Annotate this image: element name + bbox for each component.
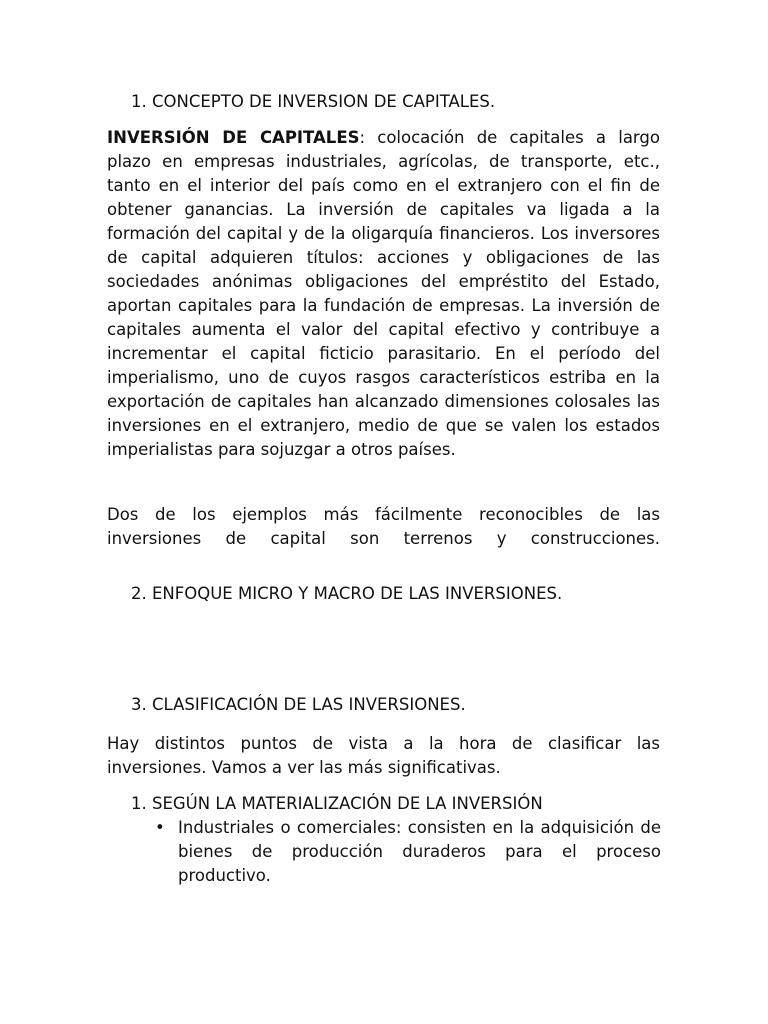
section-heading-clasificacion: 3. CLASIFICACIÓN DE LAS INVERSIONES.: [131, 695, 466, 714]
definition-paragraph: [107, 126, 660, 462]
section-heading-enfoque: 2. ENFOQUE MICRO Y MACRO DE LAS INVERSIONES.: [131, 584, 563, 603]
definition-text: : colocación de capitales a largo plazo en empresas industriales, agrícolas, de transporte, etc., tanto en el interior del país como en el extranjero con el fin de obtener ganancias. La inversión de capitales va ligada a la formación del capital y de la oligarquía financieros. Los inversores de capital adquieren títulos: acciones y obligaciones de las sociedades anónimas obligaciones del empréstito del Estado, aportan capitales para la fundación de empresas. La inversión de capitales aumenta el valor del capital efectivo y contribuye a incrementar el capital ficticio parasitario. En el período del imperialismo, uno de cuyos rasgos característicos estriba en la exportación de capitales han alcanzado dimensiones colosales las inversiones en el extranjero, medio de que se valen los estados imperialistas para sojuzgar a otros países.: [107, 128, 660, 459]
definition-term: INVERSIÓN DE CAPITALES: [107, 128, 360, 147]
bullet-icon: •: [155, 818, 165, 837]
examples-paragraph: Dos de los ejemplos más fácilmente reconocibles de las inversiones de capital son terrenos y construcciones.: [107, 505, 660, 548]
subsection-heading-materializacion: 1. SEGÚN LA MATERIALIZACIÓN DE LA INVERSIÓN: [131, 794, 543, 813]
list-item-text: Industriales o comerciales: consisten en la adquisición de bienes de producción duraderos para el proceso productivo.: [178, 818, 661, 885]
section-heading-concepto: 1. CONCEPTO DE INVERSION DE CAPITALES.: [131, 92, 496, 111]
classification-intro-paragraph: Hay distintos puntos de vista a la hora de clasificar las inversiones. Vamos a ver las más significativas.: [107, 734, 660, 777]
list-item: [155, 816, 661, 888]
